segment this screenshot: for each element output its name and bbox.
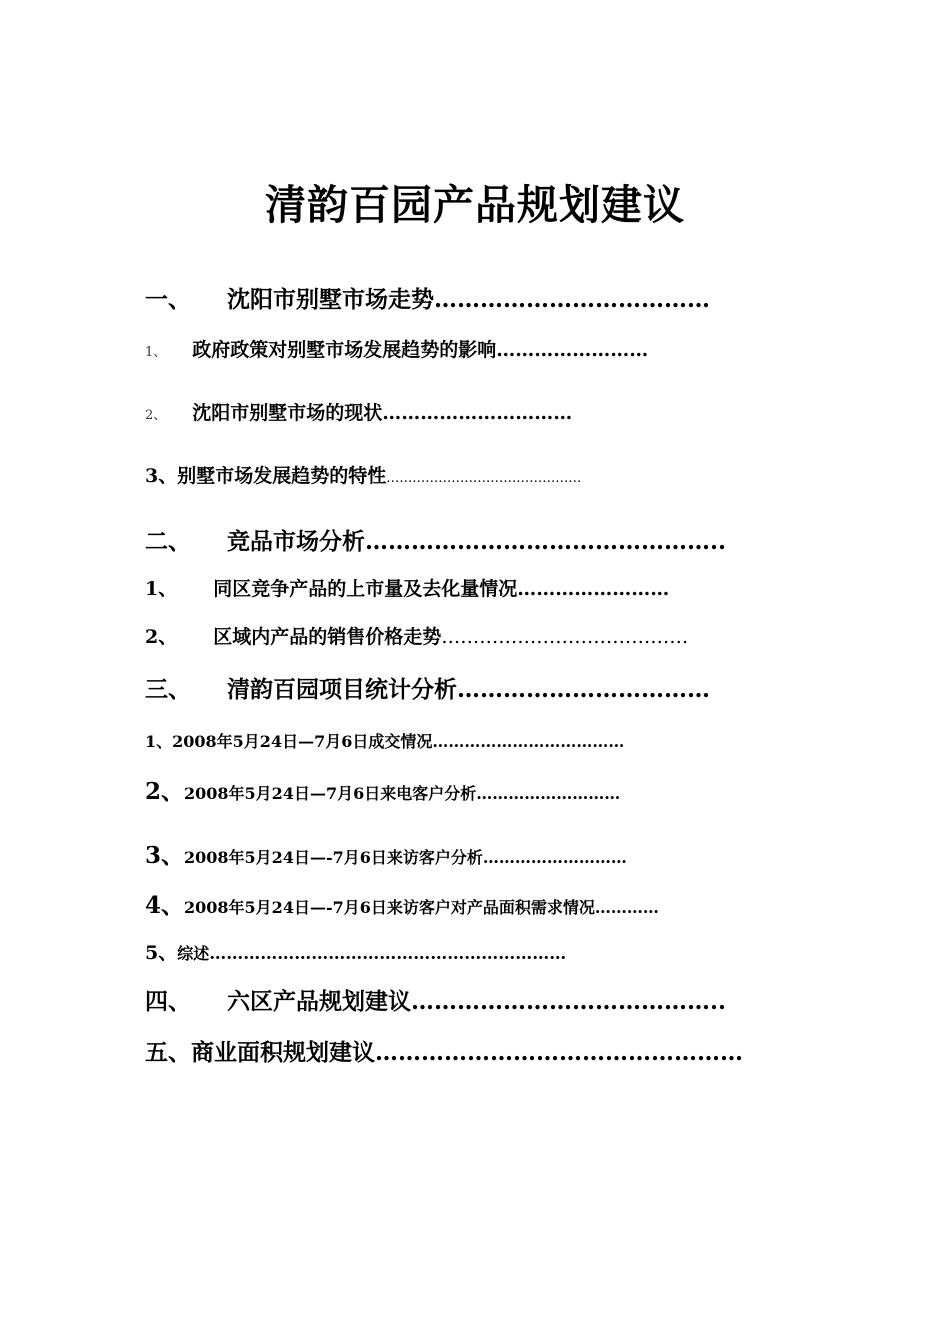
toc-number: 3、 [145, 842, 185, 869]
toc-leader: ……………………………………… [365, 528, 710, 555]
toc-number: 3、 [145, 465, 178, 487]
toc-section-4 [145, 990, 726, 1013]
toc-section-2 [145, 530, 726, 553]
toc-section-1-3 [145, 467, 581, 486]
toc-number: 三、 [145, 676, 191, 703]
toc-leader: ……………………………………… [386, 471, 582, 486]
toc-section-3 [145, 678, 710, 701]
toc-label: 沈阳市别墅市场走势 [227, 286, 434, 313]
toc-leader: …………………… [517, 578, 670, 600]
toc-section-2-2 [145, 628, 688, 647]
toc-leader-tail: …… [532, 944, 567, 964]
toc-number: 2、 [145, 626, 178, 648]
toc-leader: ………… [594, 898, 659, 917]
toc-label: 同区竞争产品的上市量及去化量情况 [213, 578, 518, 600]
toc-section-3-3 [145, 844, 627, 867]
toc-leader: ………………………………… [441, 626, 689, 648]
toc-leader: ……………………… [476, 784, 621, 803]
toc-leader: ………………………………… [411, 988, 710, 1015]
document-title: 清韵百园产品规划建议 [265, 181, 685, 229]
toc-leader-tail: … [720, 1039, 743, 1066]
toc-label: 2008年5月24日—-7月6日来访客户对产品面积需求情况 [184, 898, 595, 917]
toc-label: 政府政策对别墅市场发展趋势的影响 [192, 339, 497, 361]
toc-section-2-1 [145, 580, 669, 599]
toc-label: 沈阳市别墅市场的现状 [192, 402, 383, 424]
toc-leader: ……………………………… [432, 732, 625, 751]
toc-label: 2008年5月24日—-7月6日来访客户分析 [184, 848, 483, 867]
toc-section-3-1 [145, 734, 624, 750]
toc-number: 5、 [145, 942, 178, 964]
toc-number: 2、 [145, 408, 167, 423]
toc-leader: ……………………………………… [375, 1039, 720, 1066]
toc-section-1-1 [145, 341, 648, 360]
toc-label: 六区产品规划建议 [227, 988, 411, 1015]
toc-leader: ………………………… [434, 286, 664, 313]
toc-label: 清韵百园项目统计分析 [227, 676, 457, 703]
toc-label: 商业面积规划建议 [191, 1039, 375, 1066]
toc-section-3-4 [145, 894, 659, 917]
toc-section-1 [145, 288, 710, 311]
toc-label: 2008年5月24日—7月6日来电客户分析 [184, 784, 477, 803]
toc-section-3-5 [145, 944, 566, 963]
toc-leader: …………………… [496, 339, 649, 361]
toc-label: 综述 [177, 944, 210, 963]
toc-label: 别墅市场发展趋势的特性 [177, 465, 387, 487]
toc-number: 2、 [145, 778, 185, 805]
toc-number: 4、 [145, 892, 185, 919]
toc-section-1-2 [145, 404, 572, 423]
toc-number: 1、 [145, 732, 173, 751]
toc-section-3-2 [145, 780, 620, 803]
toc-number: 1、 [145, 345, 167, 360]
toc-number: 二、 [145, 528, 191, 555]
toc-leader: …………………………… [457, 676, 710, 703]
toc-section-5 [145, 1041, 743, 1064]
toc-leader-tail: .. [710, 988, 727, 1015]
toc-label: 2008年5月24日—7月6日成交情况 [172, 732, 433, 751]
toc-leader: ……………………… [482, 848, 627, 867]
toc-label: 竞品市场分析 [227, 528, 365, 555]
toc-label: 区域内产品的销售价格走势 [213, 626, 442, 648]
toc-number: 五、 [145, 1039, 191, 1066]
toc-leader-tail: .. [710, 528, 727, 555]
toc-number: 一、 [145, 286, 191, 313]
toc-number: 四、 [145, 988, 191, 1015]
toc-number: 1、 [145, 578, 178, 600]
toc-leader: ………………………… [382, 402, 573, 424]
toc-leader-tail: …… [664, 286, 710, 313]
toc-leader: ………………………………………………… [209, 944, 533, 964]
